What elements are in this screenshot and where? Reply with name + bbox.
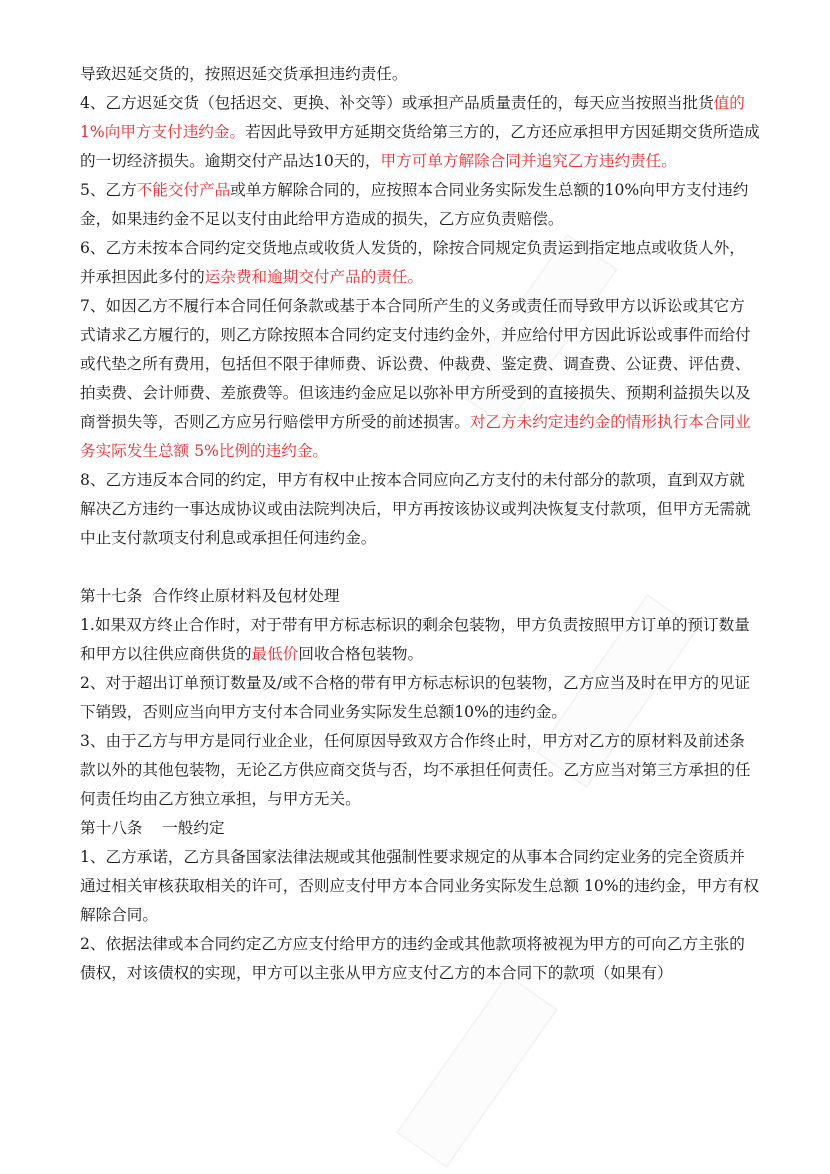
spacer xyxy=(80,553,760,582)
section-heading: 第十七条 合作终止原材料及包材处理 xyxy=(80,587,340,605)
paragraph: 3、由于乙方与甲方是同行业企业，任何原因导致双方合作终止时，甲方对乙方的原材料及前述条款以外的其他包装物，无论乙方供应商交货与否，均不承担任何责任。乙方应当对第三方承担的任何责任均由乙方独立承担，与甲方无关。 xyxy=(80,732,751,808)
paragraph: 7、如因乙方不履行本合同任何条款或基于本合同所产生的义务或责任而导致甲方以诉讼或其它方式请求乙方履行的，则乙方除按照本合同约定支付违约金外，并应给付甲方因此诉讼或事件而给付或代垫之所有费用，包括但不限于律师费、诉讼费、仲裁费、鉴定费、调查费、公证费、评估费、拍卖费、会计师费、差旅费等。但该违约金应足以弥补甲方所受到的直接损失、预期利益损失以及商誉损失等，否则乙方应另行赔偿甲方所受的前述损害。对乙方未约定违约金的情形执行本合同业务实际发生总额 5%比例的违约金。 xyxy=(80,297,751,460)
red-highlight: 甲方可单方解除合同并追究乙方违约责任。 xyxy=(380,152,677,170)
paragraph: 导致迟延交货的，按照迟延交货承担违约责任。 xyxy=(80,65,408,83)
contract-text xyxy=(80,60,760,988)
red-highlight: 不能交付产品 xyxy=(136,181,231,199)
section-heading: 第十八条 一般约定 xyxy=(80,819,225,837)
red-highlight: 运杂费和逾期交付产品的责任。 xyxy=(204,268,424,286)
paragraph: 4、乙方迟延交货（包括迟交、更换、补交等）或承担产品质量责任的，每天应当按照当批货值的1%向甲方支付违约金。若因此导致甲方延期交货给第三方的，乙方还应承担甲方因延期交货所造成的一切经济损失。逾期交付产品达10天的，甲方可单方解除合同并追究乙方违约责任。 xyxy=(80,94,760,170)
red-highlight: 最低价 xyxy=(251,645,299,663)
paragraph: 5、乙方不能交付产品或单方解除合同的，应按照本合同业务实际发生总额的10%向甲方支付违约金，如果违约金不足以支付由此给甲方造成的损失，乙方应负责赔偿。 xyxy=(80,181,749,228)
paragraph: 6、乙方未按本合同约定交货地点或收货人发货的，除按合同规定负责运到指定地点或收货人外，并承担因此多付的运杂费和逾期交付产品的责任。 xyxy=(80,239,745,286)
paragraph: 2、依据法律或本合同约定乙方应支付给甲方的违约金或其他款项将被视为甲方的可向乙方主张的债权，对该债权的实现，甲方可以主张从甲方应支付乙方的本合同下的款项（如果有） xyxy=(80,935,745,982)
paragraph: 1.如果双方终止合作时，对于带有甲方标志标识的剩余包装物，甲方负责按照甲方订单的预订数量和甲方以往供应商供货的最低价回收合格包装物。 xyxy=(80,616,750,663)
paragraph: 1、乙方承诺，乙方具备国家法律法规或其他强制性要求规定的从事本合同约定业务的完全资质并通过相关审核获取相关的许可，否则应支付甲方本合同业务实际发生总额 10%的违约金，甲方有权解除合同。 xyxy=(80,848,759,924)
paragraph: 2、对于超出订单预订数量及/或不合格的带有甲方标志标识的包装物，乙方应当及时在甲方的见证下销毁，否则应当向甲方支付本合同业务实际发生总额10%的违约金。 xyxy=(80,674,751,721)
red-highlight: 值的1%向甲方支付违约金。 xyxy=(80,94,745,141)
red-highlight: 对乙方未约定违约金的情形执行本合同业务实际发生总额 5%比例的违约金。 xyxy=(80,413,751,460)
paragraph: 8、乙方违反本合同的约定，甲方有权中止按本合同应向乙方支付的未付部分的款项，直到双方就解决乙方违约一事达成协议或由法院判决后，甲方再按该协议或判决恢复支付款项，但甲方无需就中止支付款项支付利息或承担任何违约金。 xyxy=(80,471,751,547)
